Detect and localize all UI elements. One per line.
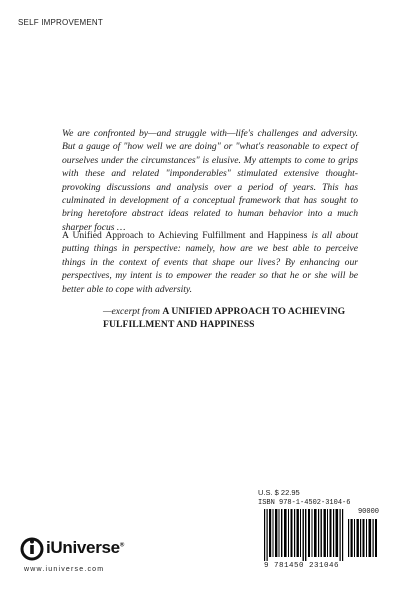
book-title-inline: A Unified Approach to Achieving Fulfillment and Happiness [62,230,308,241]
barcode-digits: 9 781450 231046 [264,562,340,570]
excerpt-title: A UNIFIED APPROACH TO ACHIEVING FULFILLMENT AND HAPPINESS [103,306,346,331]
barcode [258,499,381,571]
category-label: SELF IMPROVEMENT [18,18,103,27]
iuniverse-logo-icon [20,536,44,562]
publisher-url: www.iuniverse.com [24,566,105,573]
isbn-label: ISBN 978-1-4502-3104-6 [258,499,351,507]
blurb-paragraph-1: We are confronted by—and struggle with—life's challenges and adversity. But a gauge of "how well we are doing" or "what's reasonable to expect of ourselves under the circumstances" is elusive. My attempts to come to grips with these and related "imponderables" stimulated extensive thought-provoking discussions and analysis over a period of years. This has culminated in development of a conceptual framework that has sought to bring heretofore abstract ideas related to human behavior into a much sharper focus … [62,128,358,233]
excerpt-attribution [103,305,373,332]
registered-mark: ® [119,542,124,549]
barcode-bars-icon [258,509,381,563]
blurb-paragraph-2-text: is all about putting things in perspective: namely, how are we best able to perceive things in the context of events that shape our lives? By enhancing our perspectives, my intent is to empower the reader so that he or she will be better able to cope with adversity. [62,230,359,295]
barcode-addon-number: 90000 [357,508,379,516]
publisher-logo [20,536,150,576]
blurb-paragraph-2 [62,229,358,296]
publisher-name [46,538,124,558]
publisher-name-text: iUniverse [46,538,120,557]
price-label: U.S. $ 22.95 [258,488,300,497]
excerpt-prefix: —excerpt from [103,306,163,317]
